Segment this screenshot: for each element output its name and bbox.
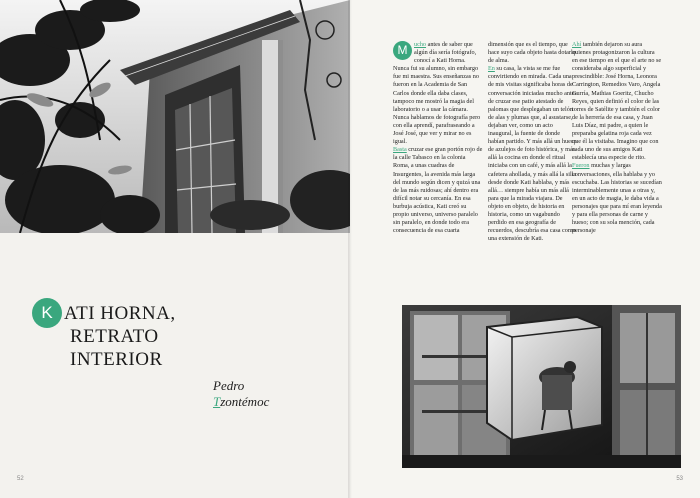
paragraph bbox=[393, 41, 483, 146]
paragraph-lead: Basta bbox=[393, 146, 407, 154]
paragraph-text: antes de saber que algún día sería fotógrafo, conocí a Kati Horna. Nunca fui su alumno, sin embargo fue mi maestra. Sus enseñanzas no fueron en la Academia de San Carlos donde ella daba clases, tampoco me mostró la magia del laboratorio o a usar la cámara. Nunca hablamos de fotografía pero con ella aprendí, parafraseando a José José, que ver y mirar no es igual. bbox=[393, 41, 481, 146]
paragraph bbox=[572, 41, 662, 162]
paragraph-text: cruzar ese gran portón rojo de la calle Tabasco en la colonia Roma, a unas cuadras de Insurgentes, la avenida más larga del mundo según dicen y quizá una de las más ruidosas; ahí dentro era difícil notar su cercanía. En esa burbuja acústica, Kati creó su propio universo, universo paralelo sin paralelo, en donde todo era consecuencia de esa cuarta bbox=[393, 146, 483, 235]
author-last-name bbox=[213, 394, 269, 410]
paragraph-lead: En bbox=[488, 65, 495, 73]
title-initial-badge: K bbox=[32, 298, 62, 328]
paragraph bbox=[393, 146, 483, 235]
author-byline bbox=[213, 378, 269, 410]
spine-gutter bbox=[348, 0, 352, 498]
author-last-name-rest: zontémoc bbox=[220, 394, 270, 409]
paragraph-text: también dejaron su aura quienes protagonizaron la cultura en ese tiempo en el que el arte no se consideraba algo superficial y prescindible: José Horna, Leonora Carrington, Remedios Varo, Angela Gurría, Mathias Goeritz, Chucho Reyes, quien definió el color de las torres de Satélite y también el color de la herrería de esa casa, y Juan Luis Díaz, mi padre, a quien le preparaba gelatina roja cada vez que él la visitaba. Imagino que con cada uno de sus amigos Kati establecía una especie de rito. bbox=[572, 41, 662, 162]
text-column-1 bbox=[393, 41, 483, 291]
page-number-right: 53 bbox=[676, 476, 683, 482]
window-display-photo bbox=[402, 305, 681, 468]
paragraph-lead: Ahí bbox=[572, 41, 582, 48]
paragraph-text: su casa, la vista se me fue convirtiendo en mirada. Cada una de mis visitas significaba horas de conversación iniciadas mucho antes de cruzar ese patio atestado de palomas que desplegaban un telón de alas y plumas que, al asustarse, dejaban ver, como un acto inaugural, la fuente de donde habían partido. Y más allá un hueco de azulejos de foto histórica, y más allá la cocina en donde el ritual iniciaba con un café, y más allá la cafetera ahollada, y más allá la silla desde donde Kati hablaba, y más allá… siempre había un más allá para que la mirada viajara. De objeto en objeto, de historia en historia, como un vagabundo perdido en esa geografía de recuerdos, descubría esa casa como una extensión de Kati. bbox=[488, 65, 577, 243]
house-patio-photo bbox=[0, 0, 350, 233]
title-line-3: INTERIOR bbox=[70, 349, 163, 370]
text-column-3 bbox=[572, 41, 662, 291]
right-page bbox=[350, 0, 700, 498]
title-line-1: ATI HORNA, bbox=[64, 303, 176, 324]
title-line-2: RETRATO bbox=[70, 326, 159, 347]
paragraph: dimensión que es el tiempo, que hace suyo cada objeto hasta dotarlo de alma. bbox=[488, 41, 576, 65]
drop-cap: M bbox=[393, 41, 412, 60]
page-number-left: 52 bbox=[17, 476, 24, 482]
highlighted-word: ucho bbox=[414, 41, 427, 48]
article-title bbox=[32, 298, 332, 371]
paragraph-text: muchas y largas conversaciones, ella hablaba y yo escuchaba. Las historias se sucedían interminablemente unas a otras y, en un acto de magia, le daba vida a personajes que para mí eran leyenda y para ella personas de carne y hueso; con su sola mención, cada personaje bbox=[572, 162, 662, 235]
paragraph bbox=[488, 65, 578, 243]
author-initial: T bbox=[213, 394, 221, 409]
text-column-2 bbox=[488, 41, 578, 291]
paragraph-lead: Fueron bbox=[572, 162, 590, 170]
paragraph bbox=[572, 162, 662, 235]
author-first-name: Pedro bbox=[213, 378, 245, 393]
